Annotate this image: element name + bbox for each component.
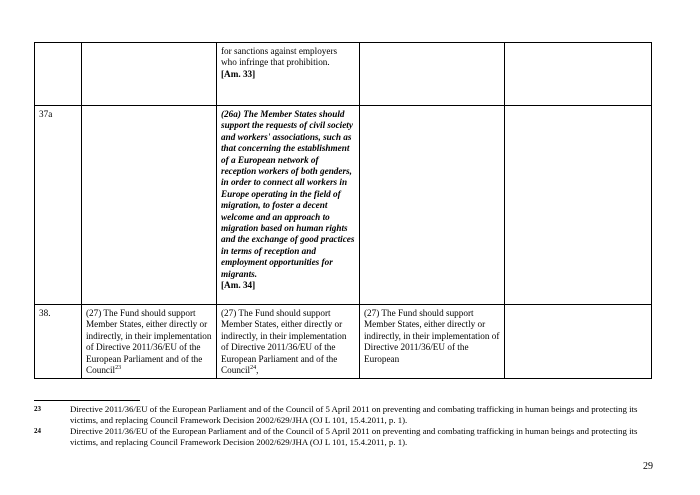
footnote-number: 24 bbox=[34, 427, 41, 435]
council-position-cell bbox=[360, 305, 505, 379]
commission-proposal-cell bbox=[82, 106, 217, 305]
parliament-position-cell bbox=[217, 305, 360, 379]
amendment-ref: [Am. 34] bbox=[221, 280, 256, 291]
row-number: 38. bbox=[35, 305, 82, 379]
table-row bbox=[35, 43, 652, 106]
amendment-ref: [Am. 33] bbox=[221, 68, 256, 79]
footnotes bbox=[34, 404, 654, 448]
parliament-position-cell bbox=[217, 43, 360, 106]
footnote bbox=[34, 426, 654, 448]
row-number bbox=[35, 43, 82, 106]
page-number: 29 bbox=[643, 461, 653, 472]
footnote-separator bbox=[34, 400, 140, 401]
cell-text: (27) The Fund should support Member States, either directly or indirectly, in their implementation of Directive 2011/36/EU of the European Parliament and of the Council bbox=[86, 308, 212, 376]
cell-text: for sanctions against employers who infringe that prohibition. bbox=[221, 46, 338, 68]
footnote-number: 23 bbox=[34, 405, 41, 413]
compromise-cell bbox=[505, 43, 652, 106]
row-number: 37a bbox=[35, 106, 82, 305]
comparison-table bbox=[34, 42, 652, 379]
cell-text: (27) The Fund should support Member States, either directly or indirectly, in their implementation of Directive 2011/36/EU of the European Parliament and of the Council bbox=[221, 308, 347, 376]
council-position-cell bbox=[360, 106, 505, 305]
commission-proposal-cell bbox=[82, 43, 217, 106]
footnote-ref[interactable]: 24 bbox=[250, 364, 257, 371]
table-row bbox=[35, 305, 652, 379]
amendment-text: (26a) The Member States should support the requests of civil society and workers' associations, such as that concerning the establishment of a European network of reception workers of both genders, in order to connect all workers in Europe operating in the field of migration, to foster a decent welcome and an approach to migration based on human rights and the exchange of good practices in terms of reception and employment opportunities for migrants. bbox=[221, 109, 355, 279]
table-row bbox=[35, 106, 652, 305]
commission-proposal-cell bbox=[82, 305, 217, 379]
compromise-cell bbox=[505, 305, 652, 379]
compromise-cell bbox=[505, 106, 652, 305]
footnote-text: Directive 2011/36/EU of the European Parliament and of the Council of 5 April 2011 on preventing and combating trafficking in human beings and protecting its victims, and replacing Council Framework Decision 2002/629/JHA (OJ L 101, 15.4.2011, p. 1). bbox=[70, 426, 638, 447]
footnote-text: Directive 2011/36/EU of the European Parliament and of the Council of 5 April 2011 on preventing and combating trafficking in human beings and protecting its victims, and replacing Council Framework Decision 2002/629/JHA (OJ L 101, 15.4.2011, p. 1). bbox=[70, 404, 638, 425]
cell-text-tail: , bbox=[256, 365, 259, 376]
footnote bbox=[34, 404, 654, 426]
cell-text: (27) The Fund should support Member States, either directly or indirectly, in their implementation of Directive 2011/36/EU of the European bbox=[364, 308, 500, 364]
footnote-ref[interactable]: 23 bbox=[115, 364, 122, 371]
parliament-position-cell bbox=[217, 106, 360, 305]
council-position-cell bbox=[360, 43, 505, 106]
